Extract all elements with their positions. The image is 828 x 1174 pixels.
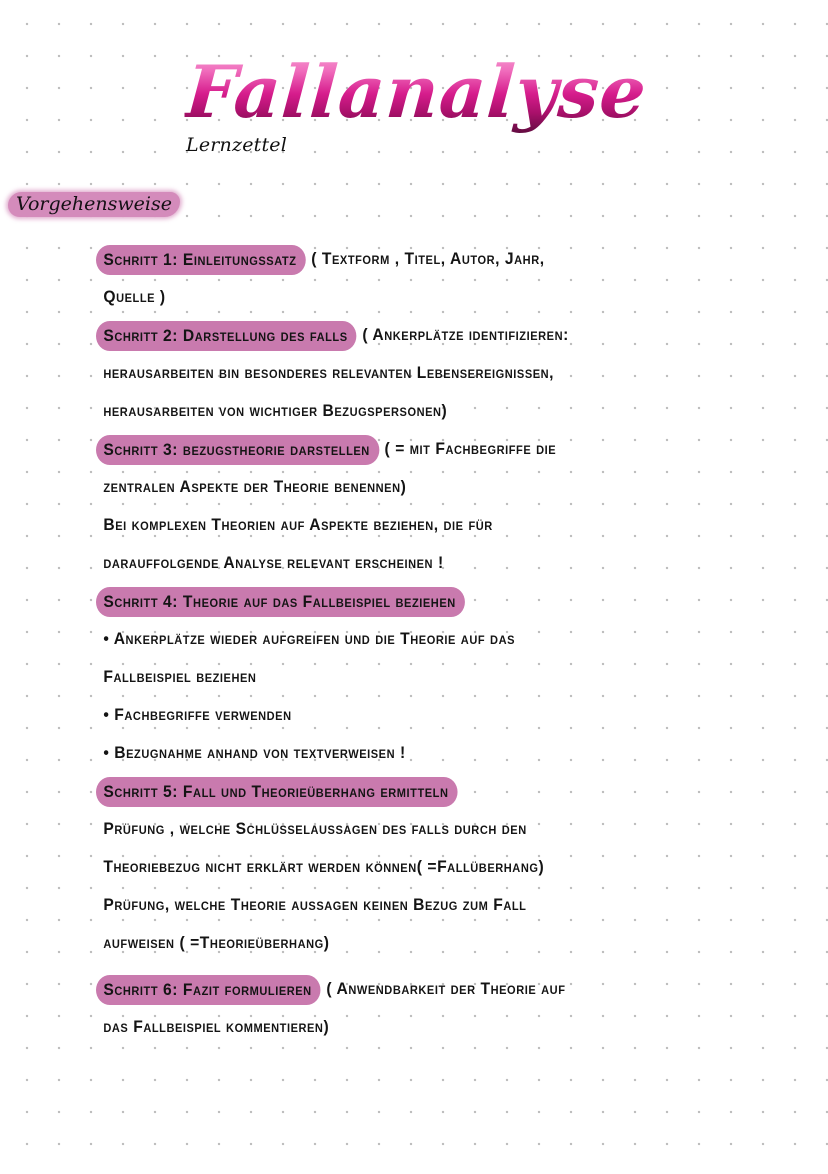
step-1-inline-text: ( Textform , Titel, Autor, Jahr, — [311, 249, 545, 268]
step-3-line: darauffolgende Analyse relevant erscheinen ! — [103, 553, 444, 572]
step-3-heading: Schritt 3: bezugstheorie darstellen — [96, 435, 379, 465]
step-6-line: das Fallbeispiel kommentieren) — [103, 1017, 330, 1036]
step-5-line: Theoriebezug nicht erklärt werden können( =Fallüberhang) — [103, 857, 545, 876]
step-5-heading-line — [96, 772, 685, 810]
step-5-line: Prüfung , welche Schlüsselaussagen des falls durch den — [103, 819, 527, 838]
step-3-line: zentralen Aspekte der Theorie benennen) — [103, 477, 407, 496]
steps-content — [96, 240, 736, 1046]
step-1-heading: Schritt 1: Einleitungssatz — [96, 245, 306, 275]
step-3-inline-text: ( = mit Fachbegriffe die — [384, 439, 557, 458]
step-4-heading: Schritt 4: Theorie auf das Fallbeispiel beziehen — [96, 587, 465, 617]
step-4-line: Fallbeispiel beziehen — [103, 667, 257, 686]
step-5-line: Prüfung, welche Theorie aussagen keinen Bezug zum Fall — [103, 895, 527, 914]
step-1-line: Quelle ) — [103, 287, 166, 306]
step-5-line: aufweisen ( =Theorieüberhang) — [103, 933, 330, 952]
page-subtitle: Lernzettel — [186, 134, 288, 156]
step-4-bullet: • Fachbegriffe verwenden — [103, 705, 292, 724]
step-4-heading-line — [96, 582, 685, 620]
step-6-heading: Schritt 6: Fazit formulieren — [96, 975, 321, 1005]
step-4-bullet: • Ankerplätze wieder aufgreifen und die Theorie auf das — [103, 629, 516, 648]
step-2-heading-line — [96, 316, 685, 354]
page-title: Fallanalyse — [183, 44, 650, 140]
step-4-bullet: • Bezugnahme anhand von textverweisen ! — [103, 743, 406, 762]
step-6-inline-text: ( Anwendbarkeit der Theorie auf — [326, 979, 566, 998]
step-2-inline-text: ( Ankerplätze identifizieren: — [362, 325, 569, 344]
step-3-line: Bei komplexen Theorien auf Aspekte beziehen, die für — [103, 515, 493, 534]
step-2-heading: Schritt 2: Darstellung des falls — [96, 321, 357, 351]
step-3-heading-line — [96, 430, 685, 468]
step-2-line: herausarbeiten von wichtiger Bezugspersonen) — [103, 401, 448, 420]
section-label-vorgehensweise: Vorgehensweise — [8, 192, 180, 217]
step-1-heading-line — [96, 240, 685, 278]
step-6-heading-line — [96, 970, 685, 1008]
step-2-line: herausarbeiten bin besonderes relevanten Lebensereignissen, — [103, 363, 555, 382]
step-5-heading: Schritt 5: Fall und Theorieüberhang ermitteln — [96, 777, 458, 807]
